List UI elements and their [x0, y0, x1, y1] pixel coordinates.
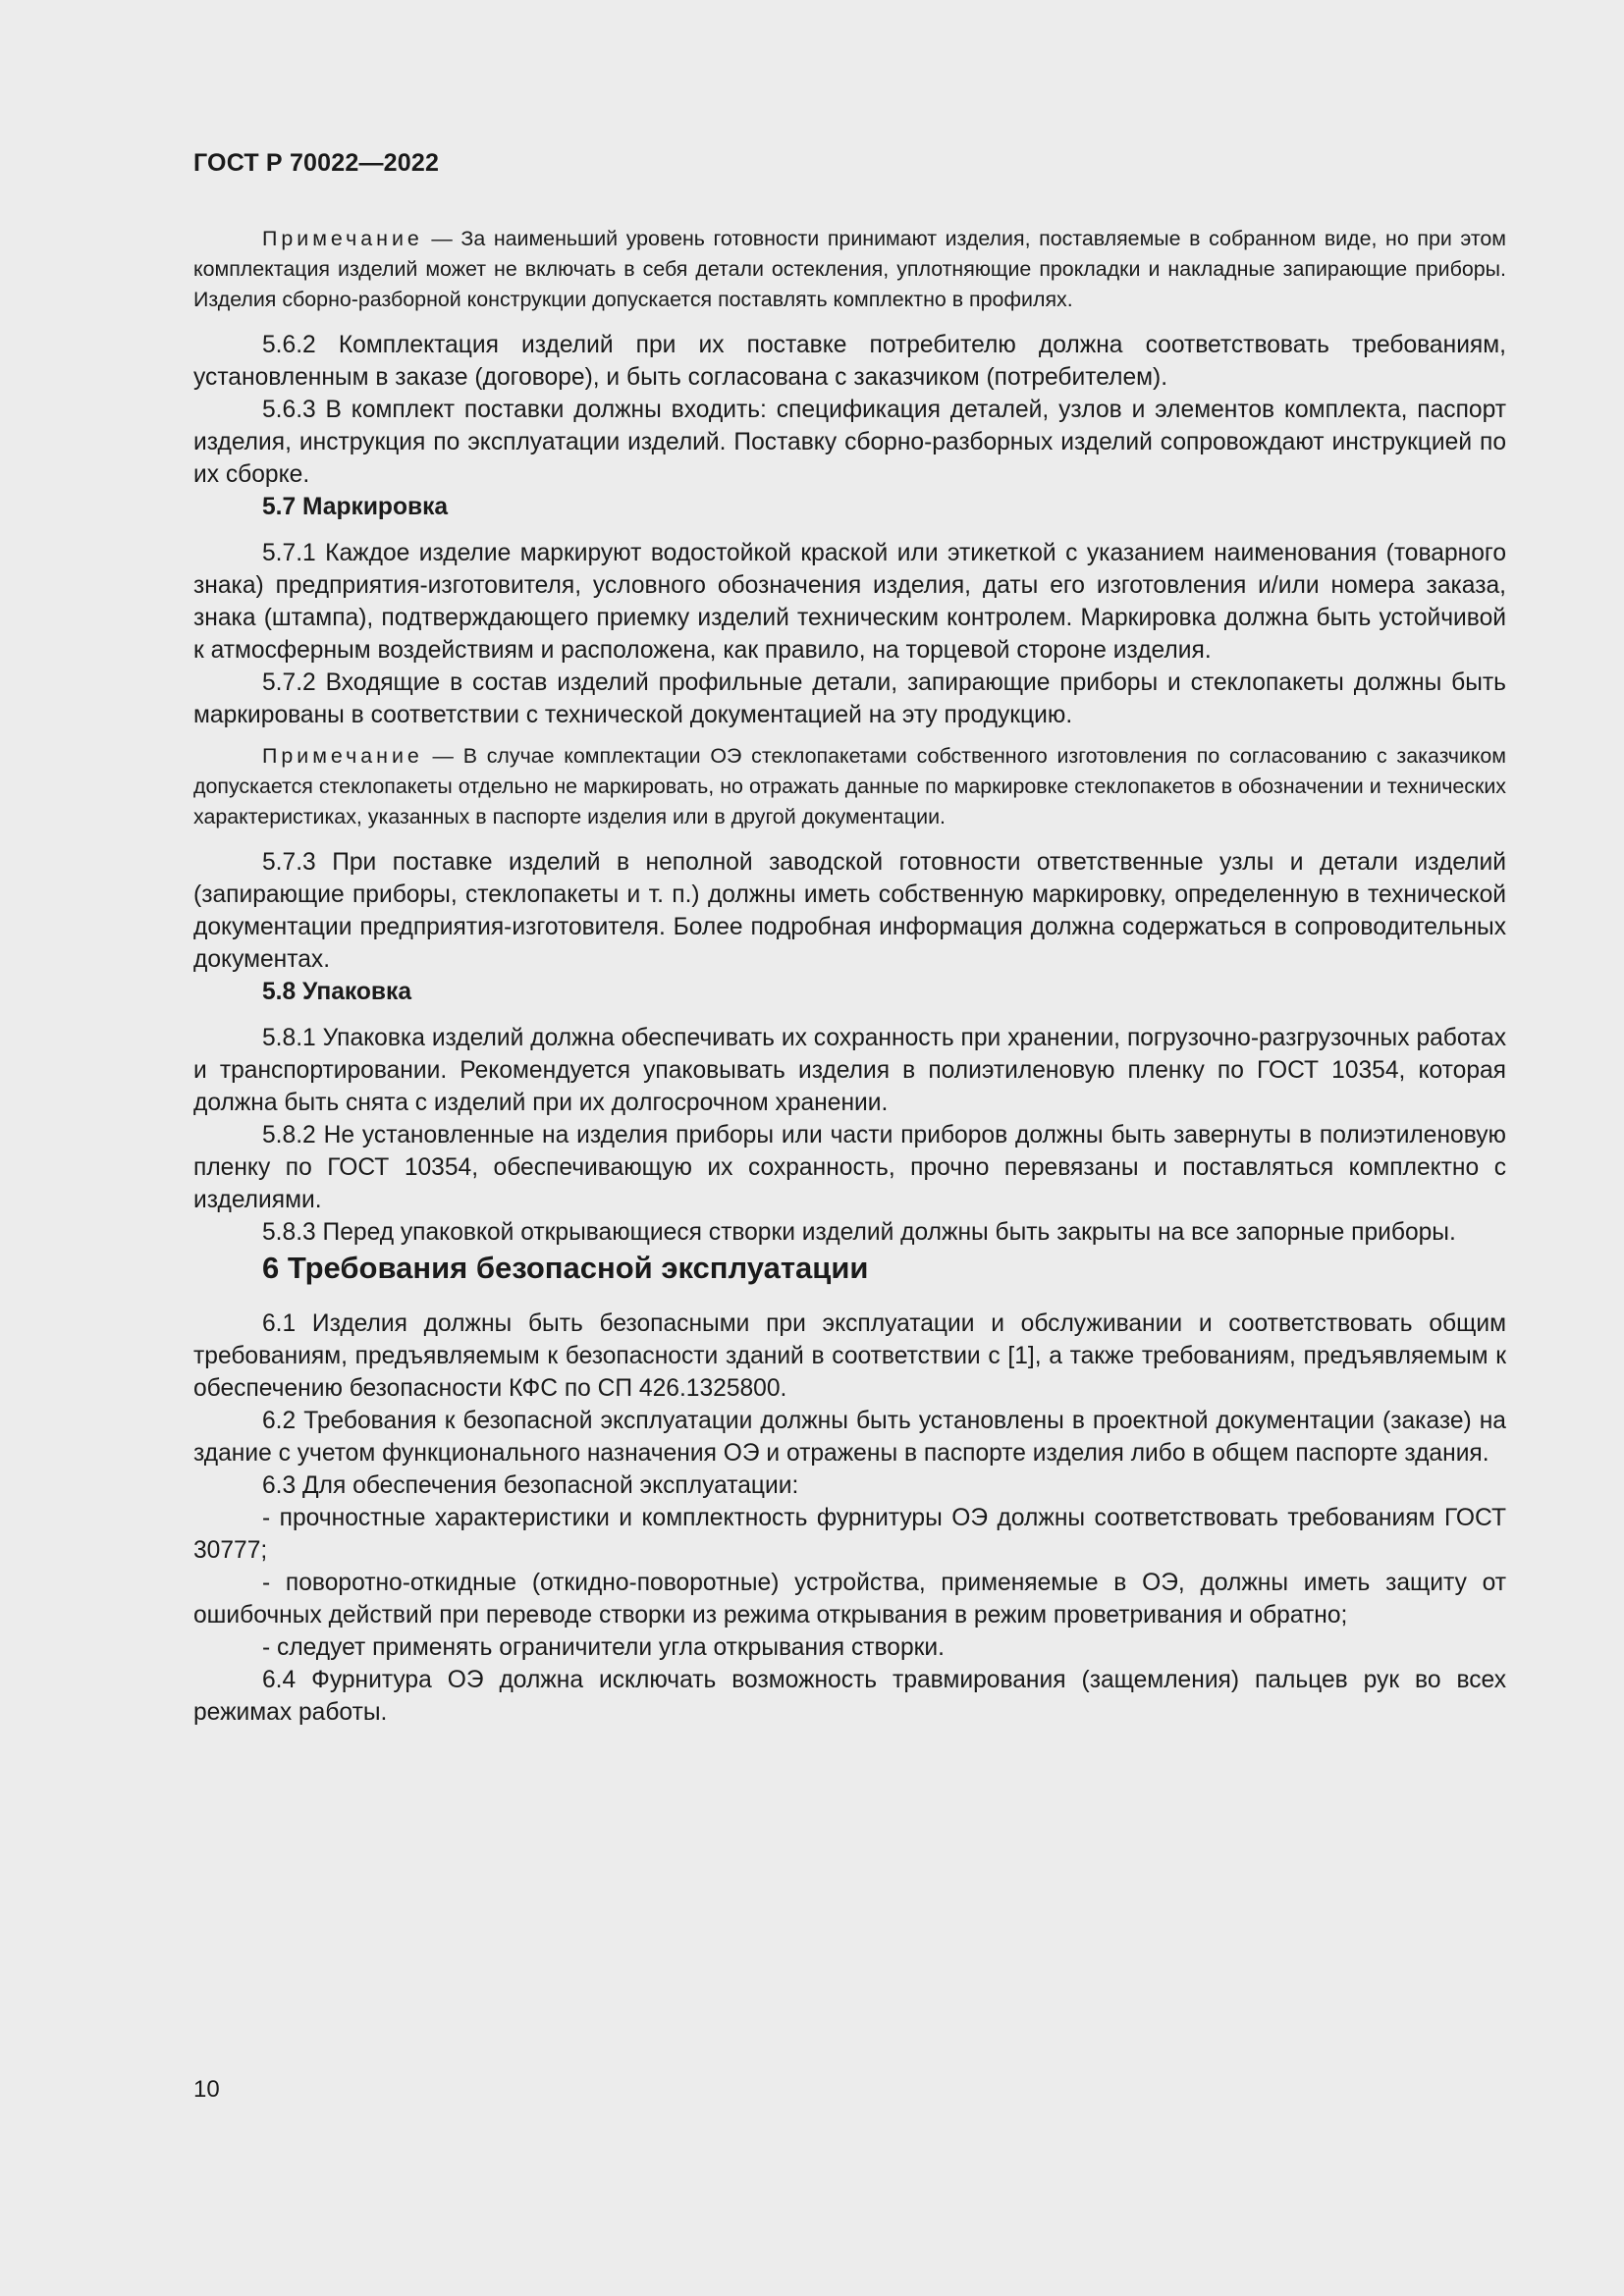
list-item-6-3-a: - прочностные характеристики и комплектность фурнитуры ОЭ должны соответствовать требованиям ГОСТ 30777; [193, 1505, 1506, 1564]
paragraph-5-8-1: 5.8.1 Упаковка изделий должна обеспечивать их сохранность при хранении, погрузочно-разгрузочных работах и транспортировании. Рекомендуется упаковывать изделия в полиэтиленовую пленку по ГОСТ 10354, которая должна быть снята с изделий при их долгосрочном хранении. [193, 1025, 1506, 1116]
list-item-6-3-c: - следует применять ограничители угла открывания створки. [262, 1634, 945, 1661]
paragraph-6-3: 6.3 Для обеспечения безопасной эксплуатации: [262, 1472, 799, 1499]
paragraph-5-7-3: 5.7.3 При поставке изделий в неполной заводской готовности ответственные узлы и детали изделий (запирающие приборы, стеклопакеты и т. п.) должны иметь собственную маркировку, определенную в технической документации предприятия-изготовителя. Более подробная информация должна содержаться в сопроводительных документах. [193, 849, 1506, 973]
note-text: — В случае комплектации ОЭ стеклопакетами собственного изготовления по согласованию с заказчиком допускается стеклопакеты отдельно не маркировать, но отражать данные по маркировке стеклопакетов в обозначении и технических характеристиках, указанных в паспорте изделия или в другой документации. [193, 744, 1506, 828]
paragraph-5-7-2: 5.7.2 Входящие в состав изделий профильные детали, запирающие приборы и стеклопакеты должны быть маркированы в соответствии с технической документацией на эту продукцию. [193, 669, 1506, 728]
paragraph-6-2: 6.2 Требования к безопасной эксплуатации должны быть установлены в проектной документации (заказе) на здание с учетом функционального назначения ОЭ и отражены в паспорте изделия либо в общем паспорте здания. [193, 1408, 1506, 1467]
note-label: Примечание [262, 744, 423, 768]
paragraph-5-8-2: 5.8.2 Не установленные на изделия приборы или части приборов должны быть завернуты в полиэтиленовую пленку по ГОСТ 10354, обеспечивающую их сохранность, прочно перевязаны и поставляться комплектно с изделиями. [193, 1122, 1506, 1213]
note-text: — За наименьший уровень готовности принимают изделия, поставляемые в собранном виде, но при этом комплектация изделий может не включать в себя детали остекления, уплотняющие прокладки и накладные запирающие приборы. Изделия сборно-разборной конструкции допускается поставлять комплектно в профилях. [193, 227, 1506, 311]
list-item-6-3-b: - поворотно-откидные (откидно-поворотные) устройства, применяемые в ОЭ, должны иметь защиту от ошибочных действий при переводе створки из режима открывания в режим проветривания и обратно; [193, 1570, 1506, 1629]
paragraph-6-4: 6.4 Фурнитура ОЭ должна исключать возможность травмирования (защемления) пальцев рук во всех режимах работы. [193, 1667, 1506, 1726]
note-5-7 [193, 741, 1506, 832]
paragraph-5-6-2: 5.6.2 Комплектация изделий при их поставке потребителю должна соответствовать требованиям, установленным в заказе (договоре), и быть согласована с заказчиком (потребителем). [193, 332, 1506, 391]
document-header: ГОСТ Р 70022—2022 [193, 149, 440, 177]
paragraph-6-1: 6.1 Изделия должны быть безопасными при эксплуатации и обслуживании и соответствовать общим требованиям, предъявляемым к безопасности зданий в соответствии с [1], а также требованиям, предъявляемым к обеспечению безопасности КФС по СП 426.1325800. [193, 1310, 1506, 1402]
paragraph-5-6-3: 5.6.3 В комплект поставки должны входить: спецификация деталей, узлов и элементов комплекта, паспорт изделия, инструкция по эксплуатации изделий. Поставку сборно-разборных изделий сопровождают инструкцией по их сборке. [193, 397, 1506, 488]
heading-section-6: 6 Требования безопасной эксплуатации [262, 1251, 869, 1285]
note-5-6 [193, 224, 1506, 315]
page-number: 10 [193, 2076, 220, 2103]
paragraph-5-7-1: 5.7.1 Каждое изделие маркируют водостойкой краской или этикеткой с указанием наименования (товарного знака) предприятия-изготовителя, условного обозначения изделия, даты его изготовления и/или номера заказа, знака (штампа), подтверждающего приемку изделий техническим контролем. Маркировка должна быть устойчивой к атмосферным воздействиям и расположена, как правило, на торцевой стороне изделия. [193, 540, 1506, 664]
heading-5-7: 5.7 Маркировка [262, 494, 449, 520]
document-body [193, 224, 1506, 1729]
paragraph-5-8-3: 5.8.3 Перед упаковкой открывающиеся створки изделий должны быть закрыты на все запорные приборы. [262, 1219, 1456, 1246]
heading-5-8: 5.8 Упаковка [262, 979, 412, 1005]
note-label: Примечание [262, 227, 423, 250]
